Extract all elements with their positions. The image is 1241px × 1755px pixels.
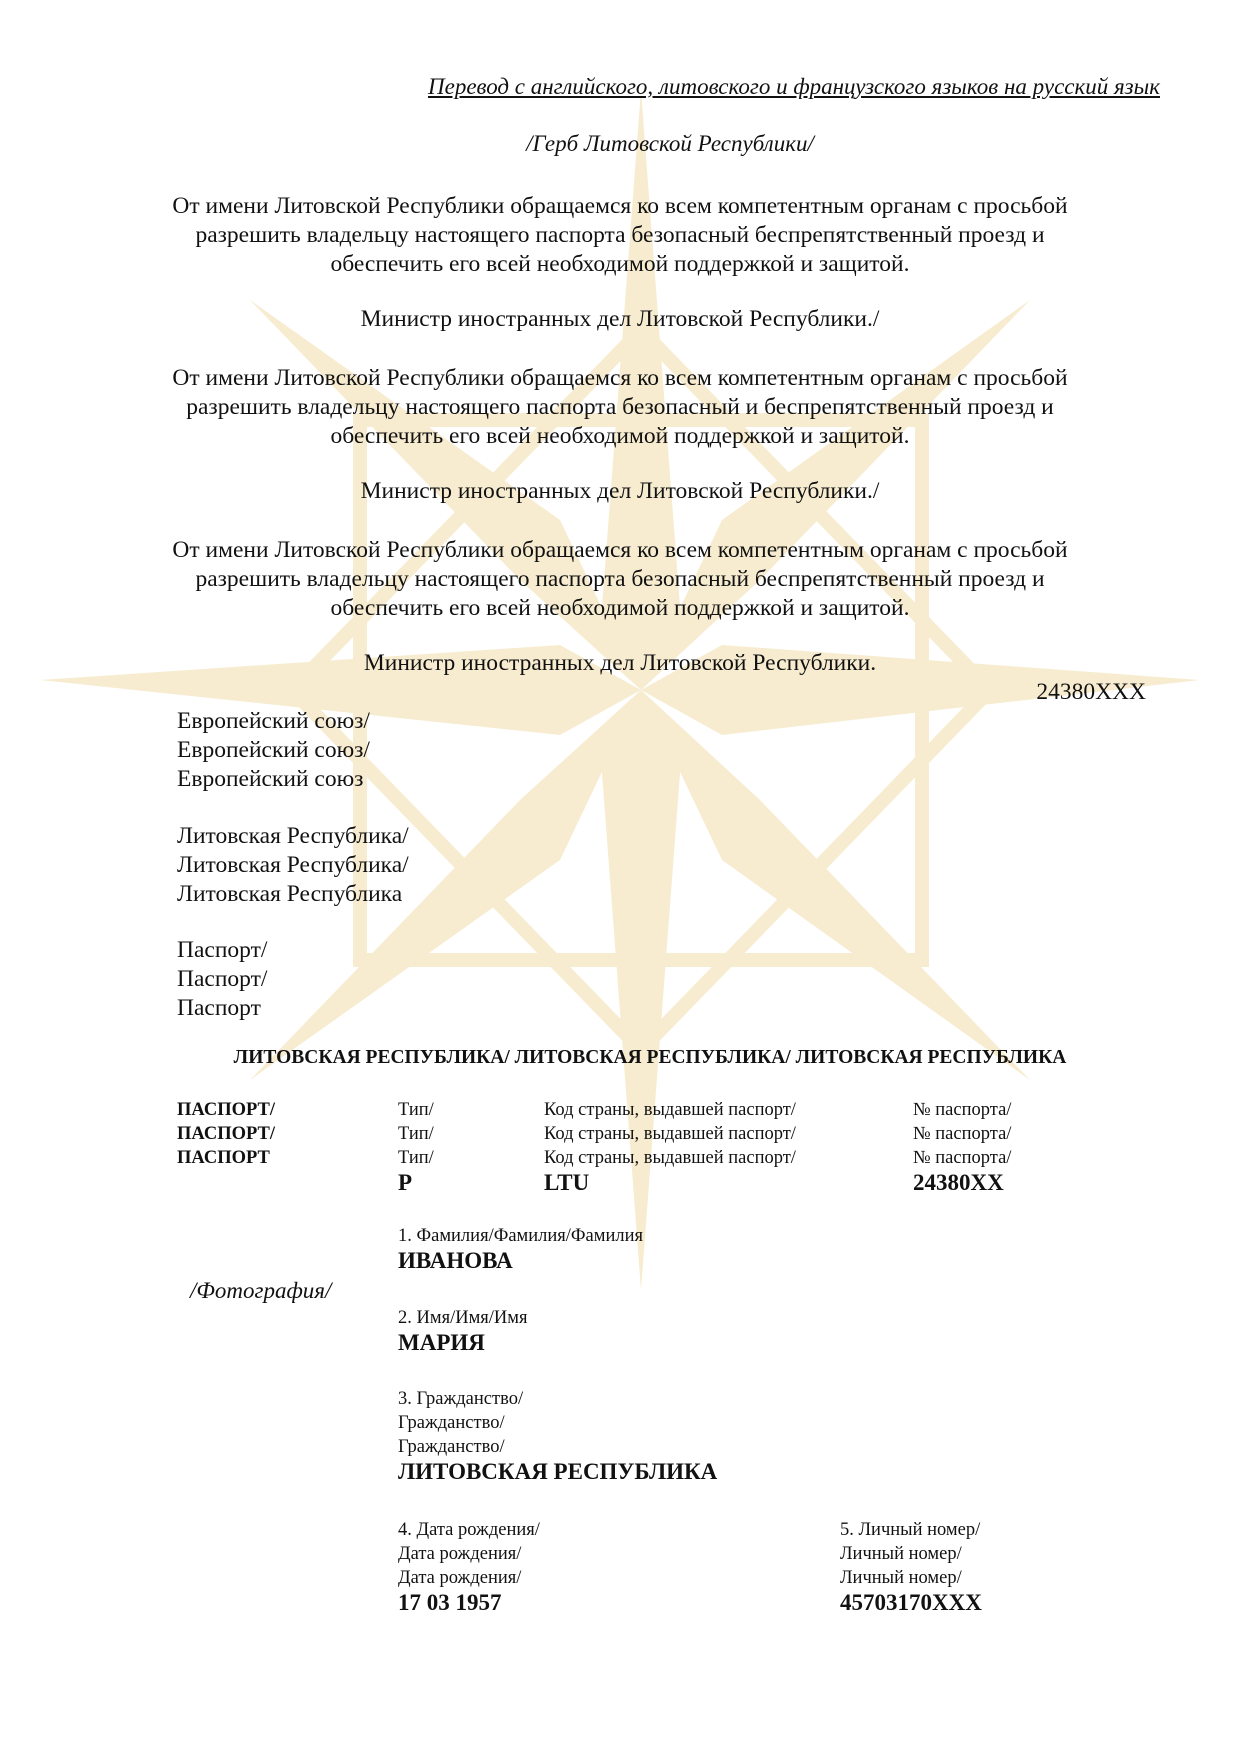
field-label: 2. Имя/Имя/Имя: [398, 1308, 528, 1328]
passport-line: Паспорт/: [177, 937, 268, 963]
passport-serial: 24380XXX: [1036, 679, 1146, 705]
nationality-field: [398, 1387, 717, 1485]
paragraph-line: обеспечить его всей необходимой поддержкой и защитой.: [330, 423, 910, 449]
minister-signature: Министр иностранных дел Литовской Республики./: [360, 306, 880, 332]
type-value: P: [398, 1170, 413, 1195]
field-label: Тип/: [398, 1148, 434, 1168]
field-label: Дата рождения/: [398, 1544, 522, 1564]
personal-number-value: 45703170XXX: [840, 1590, 982, 1615]
passport-heading-line: ПАСПОРТ/: [177, 1124, 275, 1144]
passport-heading-line: ПАСПОРТ: [177, 1148, 270, 1168]
field-label: Личный номер/: [840, 1568, 962, 1588]
republic-line: Литовская Республика/: [177, 852, 409, 878]
field-label: Гражданство/: [398, 1437, 505, 1457]
passport-line: Паспорт/: [177, 966, 268, 992]
request-paragraph: [150, 536, 1090, 623]
translation-header: Перевод с английского, литовского и французского языков на русский язык: [428, 74, 1160, 99]
country-code-field: [544, 1098, 796, 1196]
passport-heading: [177, 1098, 275, 1170]
eu-block: [177, 707, 370, 794]
field-label: Код страны, выдавшей паспорт/: [544, 1124, 796, 1144]
nationality-value: ЛИТОВСКАЯ РЕСПУБЛИКА: [398, 1459, 718, 1484]
paragraph-line: разрешить владельцу настоящего паспорта безопасный беспрепятственный проезд и: [195, 566, 1045, 592]
field-label: Тип/: [398, 1124, 434, 1144]
request-paragraph: [150, 364, 1090, 451]
paragraph-line: От имени Литовской Республики обращаемся ко всем компетентным органам с просьбой: [172, 193, 1068, 219]
passport-number-value: 24380XX: [913, 1170, 1004, 1195]
field-label: Гражданство/: [398, 1413, 505, 1433]
passport-block: [177, 936, 267, 1023]
field-label: № паспорта/: [913, 1148, 1012, 1168]
republic-line: Литовская Республика/: [177, 823, 409, 849]
field-label: № паспорта/: [913, 1100, 1012, 1120]
paragraph-line: разрешить владельцу настоящего паспорта безопасный беспрепятственный проезд и: [195, 222, 1045, 248]
republic-line: Литовская Республика: [177, 881, 403, 907]
passport-number-field: [913, 1098, 1011, 1196]
minister-signature: Министр иностранных дел Литовской Республики./: [360, 478, 880, 504]
field-label: № паспорта/: [913, 1124, 1012, 1144]
field-label: 5. Личный номер/: [840, 1520, 981, 1540]
birth-date-field: [398, 1518, 540, 1616]
coat-of-arms-note: /Герб Литовской Республики/: [526, 131, 814, 156]
given-name-field: [398, 1306, 528, 1356]
birth-date-value: 17 03 1957: [398, 1590, 502, 1615]
field-label: 1. Фамилия/Фамилия/Фамилия: [398, 1226, 644, 1246]
field-label: 3. Гражданство/: [398, 1389, 524, 1409]
paragraph-line: обеспечить его всей необходимой поддержкой и защитой.: [330, 595, 910, 621]
field-label: Личный номер/: [840, 1544, 962, 1564]
minister-signature: Министр иностранных дел Литовской Республики.: [363, 650, 877, 676]
passport-heading-line: ПАСПОРТ/: [177, 1100, 275, 1120]
field-label: Дата рождения/: [398, 1568, 522, 1588]
paragraph-line: От имени Литовской Республики обращаемся ко всем компетентным органам с просьбой: [172, 537, 1068, 563]
field-label: Код страны, выдавшей паспорт/: [544, 1148, 796, 1168]
eu-line: Европейский союз: [177, 766, 364, 792]
passport-line: Паспорт: [177, 995, 261, 1021]
personal-number-field: [840, 1518, 982, 1616]
type-field: [398, 1098, 434, 1196]
surname-field: [398, 1224, 643, 1274]
field-label: Тип/: [398, 1100, 434, 1120]
field-label: Код страны, выдавшей паспорт/: [544, 1100, 796, 1120]
paragraph-line: обеспечить его всей необходимой поддержкой и защитой.: [330, 251, 910, 277]
eu-line: Европейский союз/: [177, 737, 370, 763]
republic-block: [177, 822, 409, 909]
surname-value: ИВАНОВА: [398, 1248, 513, 1273]
paragraph-line: От имени Литовской Республики обращаемся ко всем компетентным органам с просьбой: [172, 365, 1068, 391]
paragraph-line: разрешить владельцу настоящего паспорта безопасный и беспрепятственный проезд и: [186, 394, 1054, 420]
country-code-value: LTU: [544, 1170, 590, 1195]
eu-line: Европейский союз/: [177, 708, 370, 734]
republic-title: ЛИТОВСКАЯ РЕСПУБЛИКА/ ЛИТОВСКАЯ РЕСПУБЛИКА/ ЛИТОВСКАЯ РЕСПУБЛИКА: [233, 1047, 1067, 1068]
field-label: 4. Дата рождения/: [398, 1520, 540, 1540]
given-name-value: МАРИЯ: [398, 1330, 485, 1355]
request-paragraph: [150, 192, 1090, 279]
photo-placeholder: /Фотография/: [190, 1278, 332, 1303]
